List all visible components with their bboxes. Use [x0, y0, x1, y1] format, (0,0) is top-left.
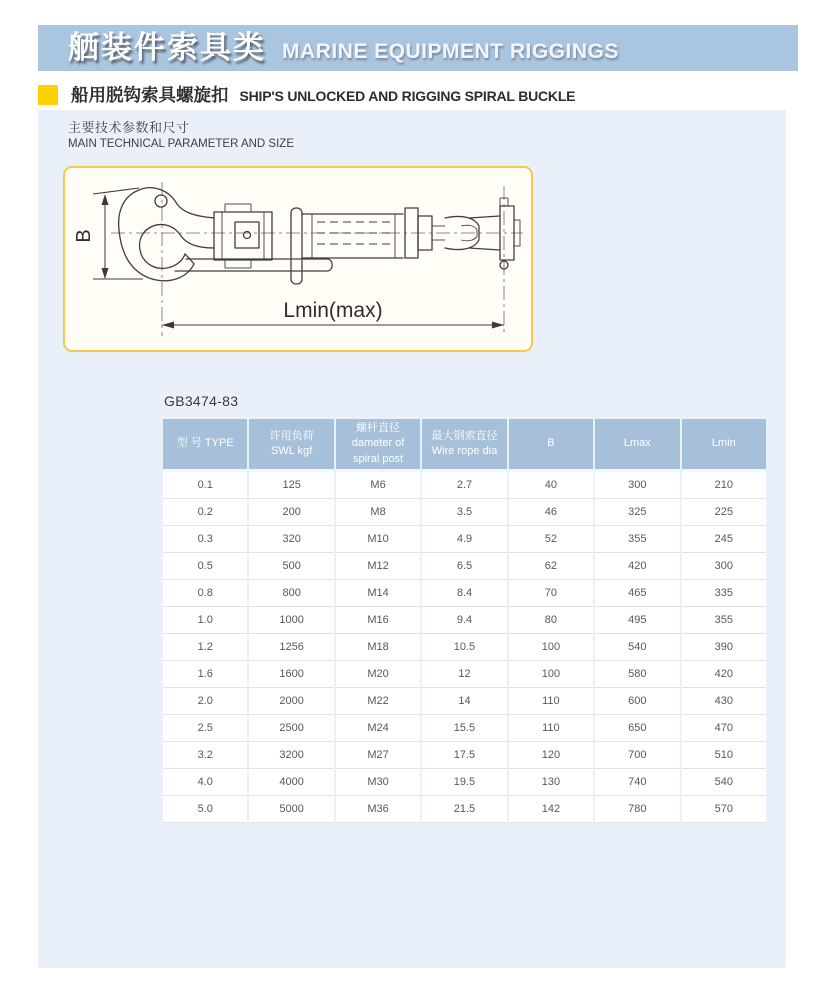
table-cell: 142 [509, 796, 593, 823]
table-cell: 3200 [249, 742, 333, 769]
banner-title-en: MARINE EQUIPMENT RIGGINGS [282, 40, 619, 63]
table-cell: 2.0 [163, 688, 247, 715]
table-cell: 355 [595, 526, 679, 553]
table-cell: M8 [336, 499, 420, 526]
table-cell: 320 [249, 526, 333, 553]
table-cell: 12 [422, 661, 506, 688]
table-cell: 5000 [249, 796, 333, 823]
table-cell: 540 [682, 769, 766, 796]
table-cell: 125 [249, 469, 333, 499]
table-cell: 2500 [249, 715, 333, 742]
table-cell: 335 [682, 580, 766, 607]
table-cell: M12 [336, 553, 420, 580]
table-cell: 62 [509, 553, 593, 580]
table-cell: 110 [509, 715, 593, 742]
table-row [163, 553, 766, 580]
table-cell: 0.5 [163, 553, 247, 580]
section-title-en: SHIP'S UNLOCKED AND RIGGING SPIRAL BUCKLE [239, 88, 576, 104]
page-banner [38, 25, 798, 71]
table-cell: 800 [249, 580, 333, 607]
standard-label: GB3474-83 [164, 393, 239, 409]
table-cell: 1.2 [163, 634, 247, 661]
table-cell: 580 [595, 661, 679, 688]
table-cell: 0.3 [163, 526, 247, 553]
drawing-box [63, 166, 533, 352]
table-cell: 510 [682, 742, 766, 769]
table-cell: 70 [509, 580, 593, 607]
table-cell: 470 [682, 715, 766, 742]
table-row [163, 742, 766, 769]
table-cell: 420 [595, 553, 679, 580]
table-cell: M27 [336, 742, 420, 769]
table-cell: 130 [509, 769, 593, 796]
table-row [163, 661, 766, 688]
table-cell: 300 [595, 469, 679, 499]
section-title-zh: 船用脱钩索具螺旋扣 [71, 85, 229, 105]
table-cell: 40 [509, 469, 593, 499]
params-title-zh: 主要技术参数和尺寸 [68, 120, 190, 135]
table-cell: 1600 [249, 661, 333, 688]
table-cell: 3.2 [163, 742, 247, 769]
table-row [163, 469, 766, 499]
table-cell: M30 [336, 769, 420, 796]
table-cell: M18 [336, 634, 420, 661]
table-cell: 650 [595, 715, 679, 742]
table-header-cell: 螺杆直径 dameter of spiral post [336, 419, 420, 469]
table-cell: 19.5 [422, 769, 506, 796]
table-cell: 200 [249, 499, 333, 526]
table-header-cell: 型 号 TYPE [163, 419, 247, 469]
table-cell: 210 [682, 469, 766, 499]
table-cell: 21.5 [422, 796, 506, 823]
table-header-cell: 最大钢索直径 Wire rope dia [422, 419, 506, 469]
table-cell: 100 [509, 661, 593, 688]
table-cell: 245 [682, 526, 766, 553]
table-cell: 600 [595, 688, 679, 715]
table-cell: 3.5 [422, 499, 506, 526]
table-cell: M6 [336, 469, 420, 499]
table-cell: 700 [595, 742, 679, 769]
table-cell: 740 [595, 769, 679, 796]
table-header-cell: 许用负荷 SWL kgf [249, 419, 333, 469]
table-cell: 8.4 [422, 580, 506, 607]
table-cell: 4.9 [422, 526, 506, 553]
technical-drawing [65, 168, 531, 350]
table-row [163, 769, 766, 796]
table-cell: 2.7 [422, 469, 506, 499]
table-cell: 0.2 [163, 499, 247, 526]
table-row [163, 580, 766, 607]
table-row [163, 499, 766, 526]
table-cell: 100 [509, 634, 593, 661]
table-row [163, 796, 766, 823]
table-cell: 4.0 [163, 769, 247, 796]
table-cell: 430 [682, 688, 766, 715]
banner-title-zh: 舾装件索具类 [68, 30, 266, 65]
table-cell: 15.5 [422, 715, 506, 742]
table-cell: 2.5 [163, 715, 247, 742]
table-cell: M22 [336, 688, 420, 715]
table-cell: 390 [682, 634, 766, 661]
table-cell: 2000 [249, 688, 333, 715]
table-header-cell: B [509, 419, 593, 469]
table-cell: 1.0 [163, 607, 247, 634]
table-cell: 4000 [249, 769, 333, 796]
table-cell: 1.6 [163, 661, 247, 688]
table-cell: 780 [595, 796, 679, 823]
table-cell: 0.8 [163, 580, 247, 607]
params-heading [68, 119, 294, 152]
table-cell: M14 [336, 580, 420, 607]
table-row [163, 715, 766, 742]
table-cell: 46 [509, 499, 593, 526]
table-cell: M16 [336, 607, 420, 634]
table-cell: M20 [336, 661, 420, 688]
table-cell: 495 [595, 607, 679, 634]
table-cell: 325 [595, 499, 679, 526]
table-cell: 500 [249, 553, 333, 580]
table-cell: 1256 [249, 634, 333, 661]
table-row [163, 526, 766, 553]
table-cell: 17.5 [422, 742, 506, 769]
table-cell: 52 [509, 526, 593, 553]
table-cell: 420 [682, 661, 766, 688]
table-cell: M36 [336, 796, 420, 823]
table-cell: 6.5 [422, 553, 506, 580]
table-cell: 14 [422, 688, 506, 715]
section-heading [38, 83, 575, 107]
table-row [163, 607, 766, 634]
table-cell: 540 [595, 634, 679, 661]
table-cell: 110 [509, 688, 593, 715]
table-cell: M24 [336, 715, 420, 742]
table-cell: 465 [595, 580, 679, 607]
table-cell: 9.4 [422, 607, 506, 634]
dim-label-lmin: Lmin(max) [283, 299, 383, 322]
table-cell: 300 [682, 553, 766, 580]
table-cell: 1000 [249, 607, 333, 634]
spec-table [161, 419, 768, 823]
table-cell: 570 [682, 796, 766, 823]
table-cell: 0.1 [163, 469, 247, 499]
table-cell: 225 [682, 499, 766, 526]
table-cell: M10 [336, 526, 420, 553]
table-row [163, 688, 766, 715]
params-title-en: MAIN TECHNICAL PARAMETER AND SIZE [68, 138, 294, 150]
table-row [163, 634, 766, 661]
table-cell: 355 [682, 607, 766, 634]
table-header-cell: Lmin [682, 419, 766, 469]
table-header-cell: Lmax [595, 419, 679, 469]
table-cell: 5.0 [163, 796, 247, 823]
yellow-bullet-square [38, 85, 58, 105]
dim-label-b: B [73, 229, 95, 243]
table-cell: 10.5 [422, 634, 506, 661]
table-cell: 80 [509, 607, 593, 634]
table-cell: 120 [509, 742, 593, 769]
